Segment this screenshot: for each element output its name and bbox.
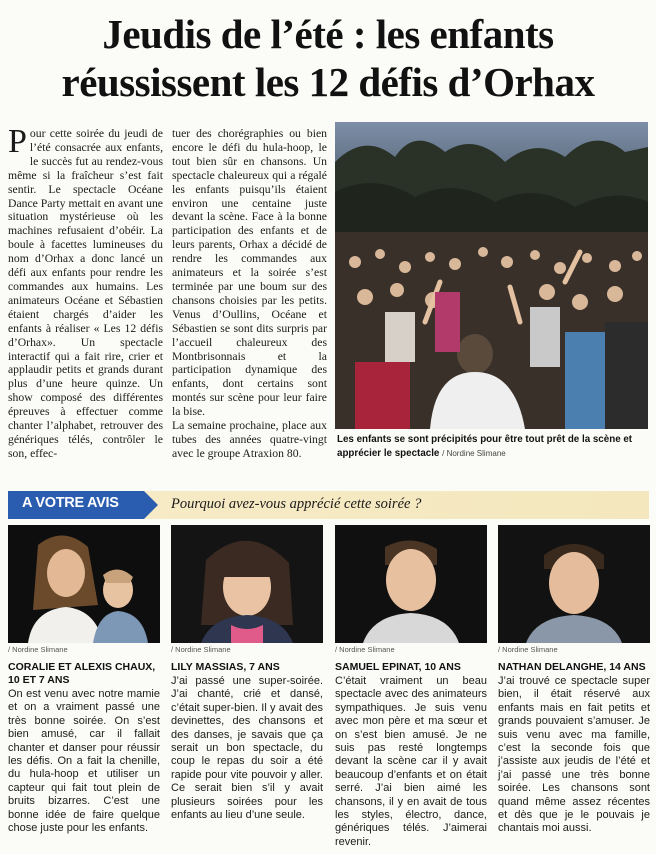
- person-name-4: NATHAN DELANGHE, 14 ANS: [498, 661, 646, 673]
- person-answer-2: [171, 675, 323, 822]
- portrait-nathan: [498, 525, 650, 643]
- crowd-photo: [335, 122, 648, 429]
- drop-cap: P: [8, 123, 27, 160]
- headline-line-1: Jeudis de l’été : les enfants: [102, 11, 554, 57]
- portrait-credit-4: / Nordine Slimane: [498, 645, 558, 654]
- portrait-coralie-alexis: [8, 525, 160, 643]
- article-col2-paragraph-1: tuer des chorégraphies ou bien encore le défi du hula-hoop, le tout bien sûr en chansons. Un spectacle chaleureux qui a régalé les enfants puisqu’ils étaient environ une centaine juste devant la scène. Face à la bonne participation des enfants et de leurs parents, Orhax a décidé de rendre les commandes aux animateurs et la soirée s’est terminée par une boum sur des chansons choisies par les petits. Venus d’Oullins, Océane et Sébastien se sont dits surpris par l’accueil chaleureux des Montbrisonnais et la participation dynamique des enfants, dont certains sont montés sur scène pour leur faire la bise.: [172, 127, 327, 419]
- person-answer-4: [498, 675, 650, 836]
- portrait-credit-3: / Nordine Slimane: [335, 645, 395, 654]
- answer-text-2: J’ai passé une super-soirée. J’ai chanté, crié et dansé, c’était super-bien. Il y avait des devinettes, des chansons et des danses, je savais que ça serait un bon spectacle, du coup le repas du soir a été rapide pour vite pouvoir y aller. Ce serait bien s’il y avait plusieurs soirées pour les enfants au lieu d’une seule.: [171, 675, 323, 822]
- portrait-credit-1: / Nordine Slimane: [8, 645, 68, 654]
- headline-line-2: réussissent les 12 défis d’Orhax: [61, 59, 595, 105]
- person-answer-3: [335, 675, 487, 849]
- article-col2-paragraph-2: La semaine prochaine, place aux tubes des années quatre-vingt avec le groupe Atraxion 80.: [172, 419, 327, 460]
- poll-question: Pourquoi avez-vous apprécié cette soirée ?: [171, 496, 422, 512]
- person-name-3: SAMUEL EPINAT, 10 ANS: [335, 661, 461, 673]
- article-column-2: [172, 127, 327, 461]
- article-column-1: [8, 123, 163, 461]
- article-col1-text: our cette soirée du jeudi de l’été consacrée aux enfants, le succès fut au rendez-vous même si la fraîcheur s’est fait sentir. Le spectacle Océane Dance Party mettait en avant une situation mystérieuse où les machines refusaient d’obéir. La boule à facettes lumineuses du nom d’Orhax a donc lancé un défi aux enfants pour rendre les commandes aux humains. Les animateurs Océane et Sébastien étaient chargés d’aider les enfants à réaliser « Les 12 défis d’Orhax». Un spectacle interactif qui a fait rire, crier et applaudir petits et grands durant plus d’une heure quinze. Un show composé des différentes épreuves à effectuer comme chanter l’alphabet, retrouver des génériques télés, contrôler le son, effec-: [8, 127, 163, 460]
- answer-text-1: On est venu avec notre mamie et on a vraiment passé une très bonne soirée. On s’est bien amusé, car il fallait chanter et danser pour réussir les défis. On a fait la chenille, du hula-hoop et utiliser un capteur qui fait tout plein de bruits bizarres. C’est une bonne idée de faire quelque chose juste pour les enfants.: [8, 688, 160, 835]
- portrait-credit-2: / Nordine Slimane: [171, 645, 231, 654]
- person-answer-1: [8, 688, 160, 835]
- answer-text-4: J’ai trouvé ce spectacle super bien, il était réservé aux enfants mais en fait petits et grands pouvaient s’amuser. Je suis venu avec ma famille, c’est la seconde fois que j’assiste aux jeudis de l’été et j’ai passé une très bonne soirée. Les chansons sont quand même assez récentes et dès que je le pouvais je chantais moi aussi.: [498, 675, 650, 835]
- headline: [8, 10, 648, 106]
- portrait-lily: [171, 525, 323, 643]
- answer-text-3: C’était vraiment un beau spectacle avec des animateurs sympathiques. Je suis venu avec mon père et ma sœur et on s’est bien amusé. Je ne suis pas resté longtemps devant la scène car il y avait beaucoup d’enfants et on était serré. J’ai bien aimé les chansons, il y en avait de tous les styles, électro, dance, génériques télés. J’aimerai revenir.: [335, 675, 487, 848]
- person-name-1: CORALIE ET ALEXIS CHAUX, 10 ET 7 ANS: [8, 661, 156, 686]
- portrait-samuel: [335, 525, 487, 643]
- votre-avis-tag: [8, 491, 158, 519]
- votre-avis-label: A VOTRE AVIS: [22, 495, 119, 511]
- photo-credit: / Nordine Slimane: [442, 448, 506, 458]
- photo-caption-text: Les enfants se sont précipités pour être tout prêt de la scène et apprécier le spectacle: [337, 434, 633, 459]
- photo-caption: [337, 433, 649, 460]
- person-name-2: LILY MASSIAS, 7 ANS: [171, 661, 280, 673]
